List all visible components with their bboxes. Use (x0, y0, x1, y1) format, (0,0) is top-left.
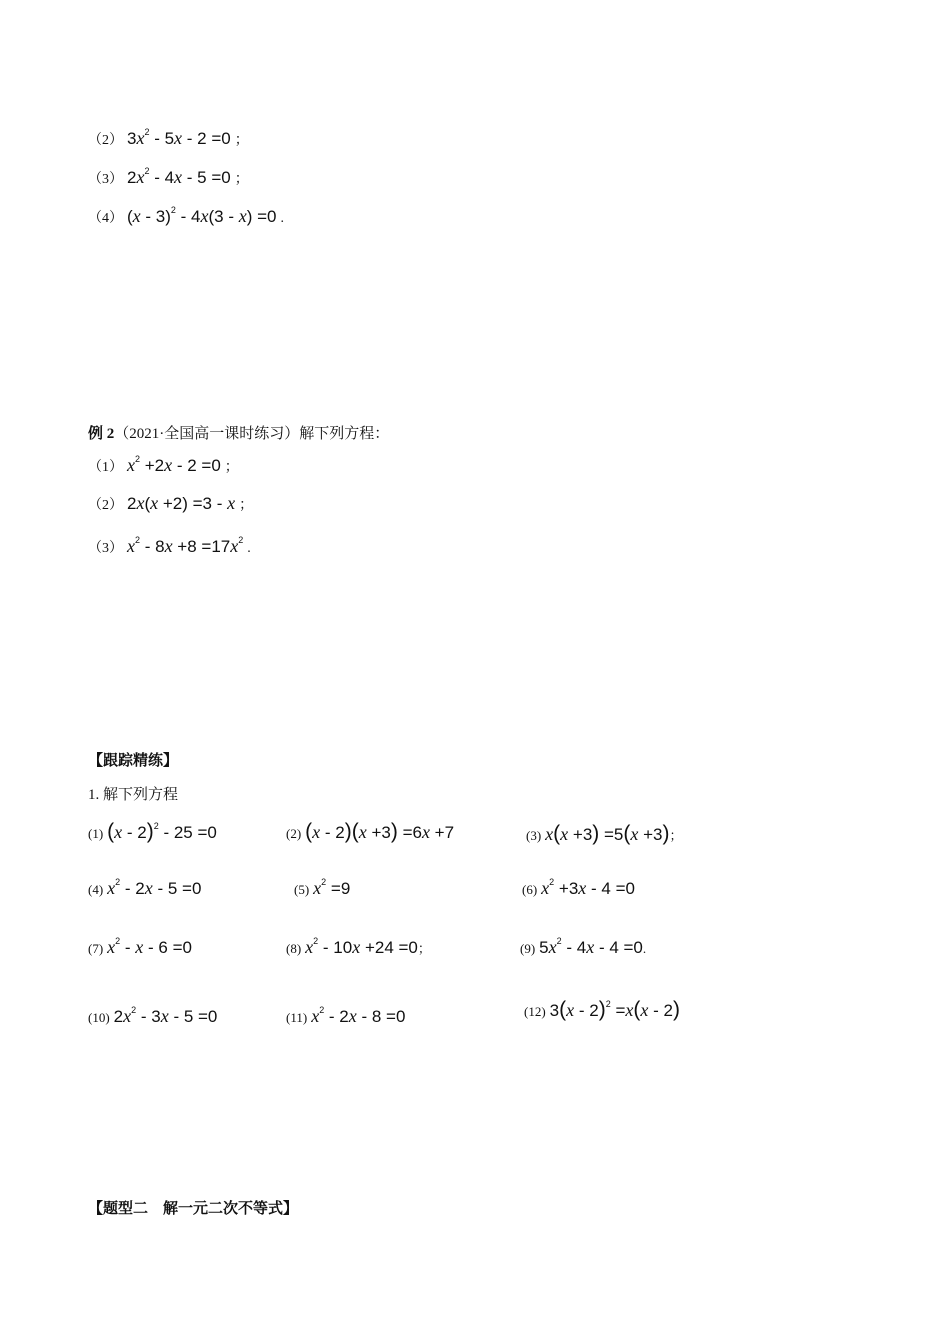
equation: $x^2 +2x - 2 =0$ (127, 454, 221, 475)
item-label: （3） (88, 172, 123, 187)
equation: $x^2 - 8x +8 =17x^2$ (127, 535, 244, 556)
equation-item (88, 878, 201, 899)
equation: $x^2 - x - 6 =0$ (107, 936, 192, 957)
equation-item (524, 998, 680, 1022)
item-label: （1） (88, 460, 123, 475)
equation: x(x +3) =5(x +3) (545, 822, 670, 845)
equation-item (88, 167, 249, 188)
item-label: (11) (286, 1010, 308, 1025)
equation-item (88, 455, 239, 476)
item-end: ； (224, 460, 239, 475)
equation-item (88, 493, 253, 514)
item-label: (10) (88, 1010, 110, 1025)
equation-item (294, 878, 350, 899)
equation-item (522, 878, 635, 899)
item-end: ； (669, 828, 683, 843)
item-label: (4) (88, 882, 104, 897)
example-title: 例 2 (88, 426, 115, 442)
item-label: (3) (526, 828, 542, 843)
equation: $5x^2 - 4x - 4 =0$ (539, 936, 643, 957)
equation: $3x^2 - 5x - 2 =0$ (127, 127, 231, 148)
item-end: ； (239, 498, 254, 513)
item-end: ； (234, 133, 249, 148)
item-label: (9) (520, 941, 536, 956)
equation-item (88, 206, 284, 227)
equation-item (88, 937, 192, 958)
equation-item (286, 1006, 405, 1027)
equation: $x^2 - 2x - 5 =0$ (107, 877, 202, 898)
item-label: （2） (88, 498, 123, 513)
item-label: (2) (286, 826, 302, 841)
item-label: (12) (524, 1004, 546, 1019)
item-label: （3） (88, 541, 123, 556)
equation: $x^2 - 2x - 8 =0$ (311, 1005, 406, 1026)
equation: (x - 2)$^2$ - 25 =0 (107, 820, 217, 843)
equation-item (520, 937, 646, 958)
item-end: ； (417, 941, 431, 956)
equation: $2x^2 - 4x - 5 =0$ (127, 166, 231, 187)
item-end: . (280, 211, 284, 226)
equation: $x^2 - 10x +24 =0$ (305, 936, 418, 957)
equation-item (88, 128, 249, 149)
equation-item (286, 937, 431, 958)
example-heading (88, 422, 389, 443)
item-end: . (247, 541, 251, 556)
item-label: （4） (88, 211, 123, 226)
item-label: (7) (88, 941, 104, 956)
equation-item (88, 536, 251, 557)
equation: 2x(x +2) =3 - x (127, 493, 236, 513)
item-end: . (642, 941, 647, 956)
item-label: (5) (294, 882, 310, 897)
equation: $x^2 =9$ (313, 877, 351, 898)
item-label: (1) (88, 826, 104, 841)
practice-question: 1. 解下列方程 (88, 787, 179, 803)
equation-item (286, 820, 454, 844)
practice-heading: 【跟踪精练】 (88, 753, 179, 769)
example-source: （2021·全国高一课时练习）解下列方程： (114, 426, 390, 442)
equation: (x - 2)(x +3) =6x +7 (305, 820, 455, 843)
item-label: (6) (522, 882, 538, 897)
item-end: ； (234, 172, 249, 187)
equation-item (88, 820, 217, 844)
item-label: （2） (88, 133, 123, 148)
equation: 3(x - 2)$^2$ =x(x - 2) (549, 998, 680, 1021)
item-label: (8) (286, 941, 302, 956)
equation-item (526, 822, 683, 846)
equation: (x - 3)$^2$ - 4x(3 - x) =0 (127, 205, 277, 226)
equation-item (88, 1006, 217, 1027)
equation: $x^2 +3x - 4 =0$ (541, 877, 635, 898)
equation: $2x^2 - 3x - 5 =0$ (113, 1005, 218, 1026)
section-heading: 【题型二 解一元二次不等式】 (88, 1201, 299, 1217)
